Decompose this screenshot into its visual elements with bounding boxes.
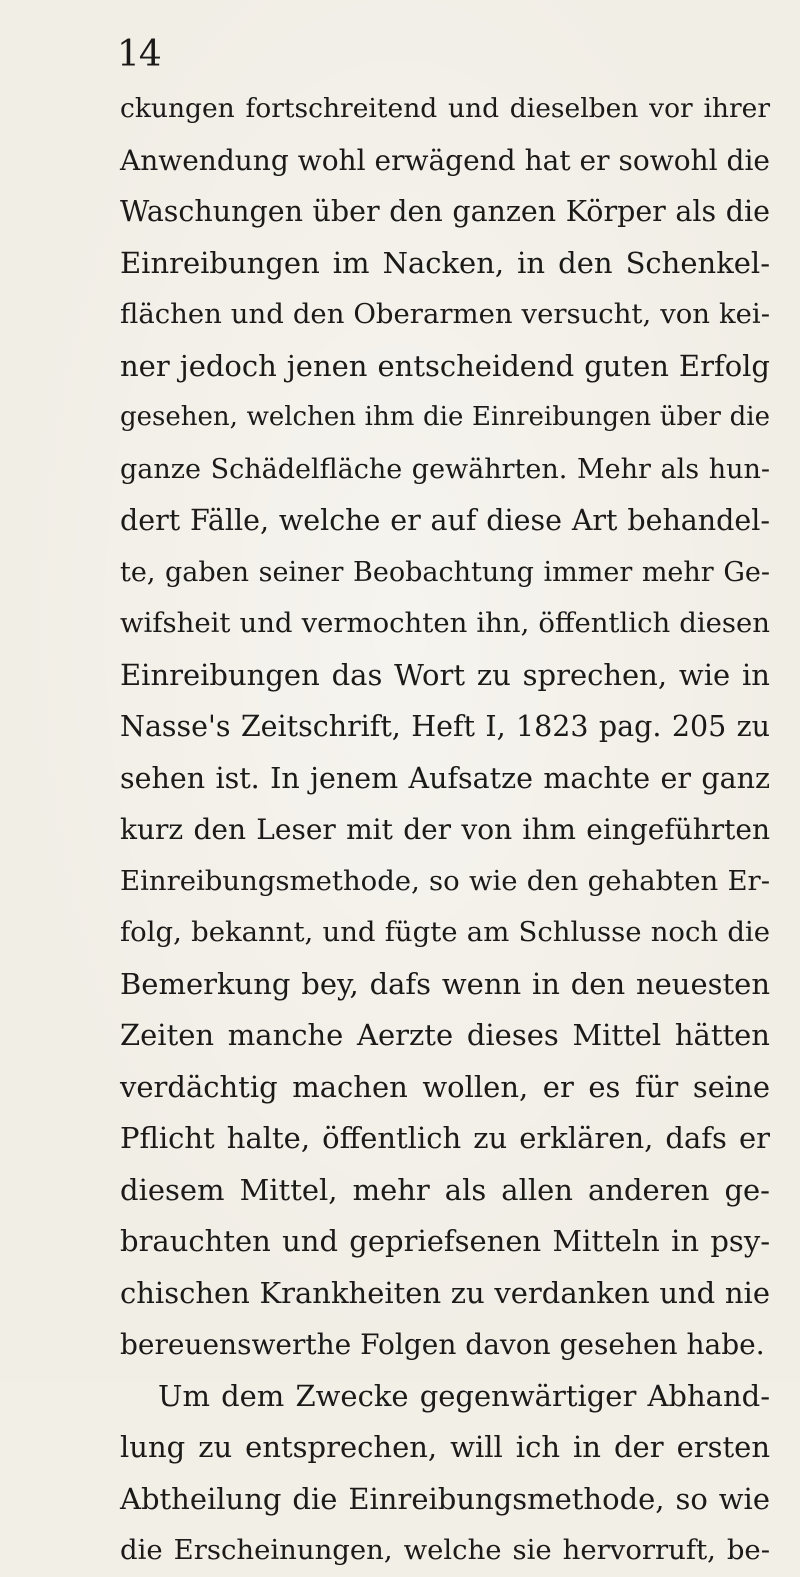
text-line: diesem Mittel, mehr als allen anderen ge-	[120, 1172, 770, 1207]
text-line: Zeiten manche Aerzte dieses Mittel hätten	[120, 1018, 770, 1052]
text-line: Nasse's Zeitschrift, Heft I, 1823 pag. 205 zu	[120, 710, 770, 743]
text-line: te, gaben seiner Beobachtung immer mehr Ge-	[120, 556, 770, 588]
text-line: Einreibungen im Nacken, in den Schenkel-	[120, 245, 770, 280]
text-line: lung zu entsprechen, will ich in der ersten	[120, 1430, 770, 1464]
text-line: Einreibungen das Wort zu sprechen, wie in	[120, 657, 770, 692]
text-line: ckungen fortschreitend und dieselben vor ihrer	[120, 93, 770, 124]
text-line: Bemerkung bey, dafs wenn in den neuesten	[120, 966, 770, 1001]
text-line: ner jedoch jenen entscheidend guten Erfolg	[120, 348, 770, 383]
text-line: bereuenswerthe Folgen davon gesehen habe.	[120, 1328, 765, 1361]
text-line: brauchten und gepriefsenen Mitteln in psy-	[120, 1224, 770, 1258]
text-line: Um dem Zwecke gegenwärtiger Abhand-	[158, 1378, 770, 1413]
text-line: folg, bekannt, und fügte am Schlusse noch die	[120, 916, 770, 948]
text-line: dert Fälle, welche er auf diese Art behandel-	[120, 504, 770, 537]
text-line: Waschungen über den ganzen Körper als die	[120, 195, 770, 228]
text-line: Einreibungsmethode, so wie den gehabten Er-	[120, 864, 770, 897]
text-line: verdächtig machen wollen, er es für seine	[120, 1069, 770, 1104]
text-line: wifsheit und vermochten ihn, öffentlich diesen	[120, 607, 770, 639]
text-line: sehen ist. In jenem Aufsatze machte er ganz	[120, 761, 770, 795]
text-line: gesehen, welchen ihm die Einreibungen über die	[120, 402, 770, 432]
text-line: chischen Krankheiten zu verdanken und nie	[120, 1275, 770, 1310]
text-line: ganze Schädelfläche gewährten. Mehr als hun-	[120, 453, 770, 485]
text-line: Anwendung wohl erwägend hat er sowohl die	[120, 143, 770, 177]
text-line: Abtheilung die Einreibungsmethode, so wie	[120, 1481, 770, 1516]
text-line: Pflicht halte, öffentlich zu erklären, dafs er	[120, 1121, 770, 1155]
page-number: 14	[117, 34, 161, 75]
text-line: kurz den Leser mit der von ihm eingeführten	[120, 813, 770, 846]
text-line: die Erscheinungen, welche sie hervorruft, be-	[120, 1534, 770, 1566]
text-line: flächen und den Oberarmen versucht, von kei-	[120, 298, 770, 330]
body-text	[120, 83, 770, 1577]
